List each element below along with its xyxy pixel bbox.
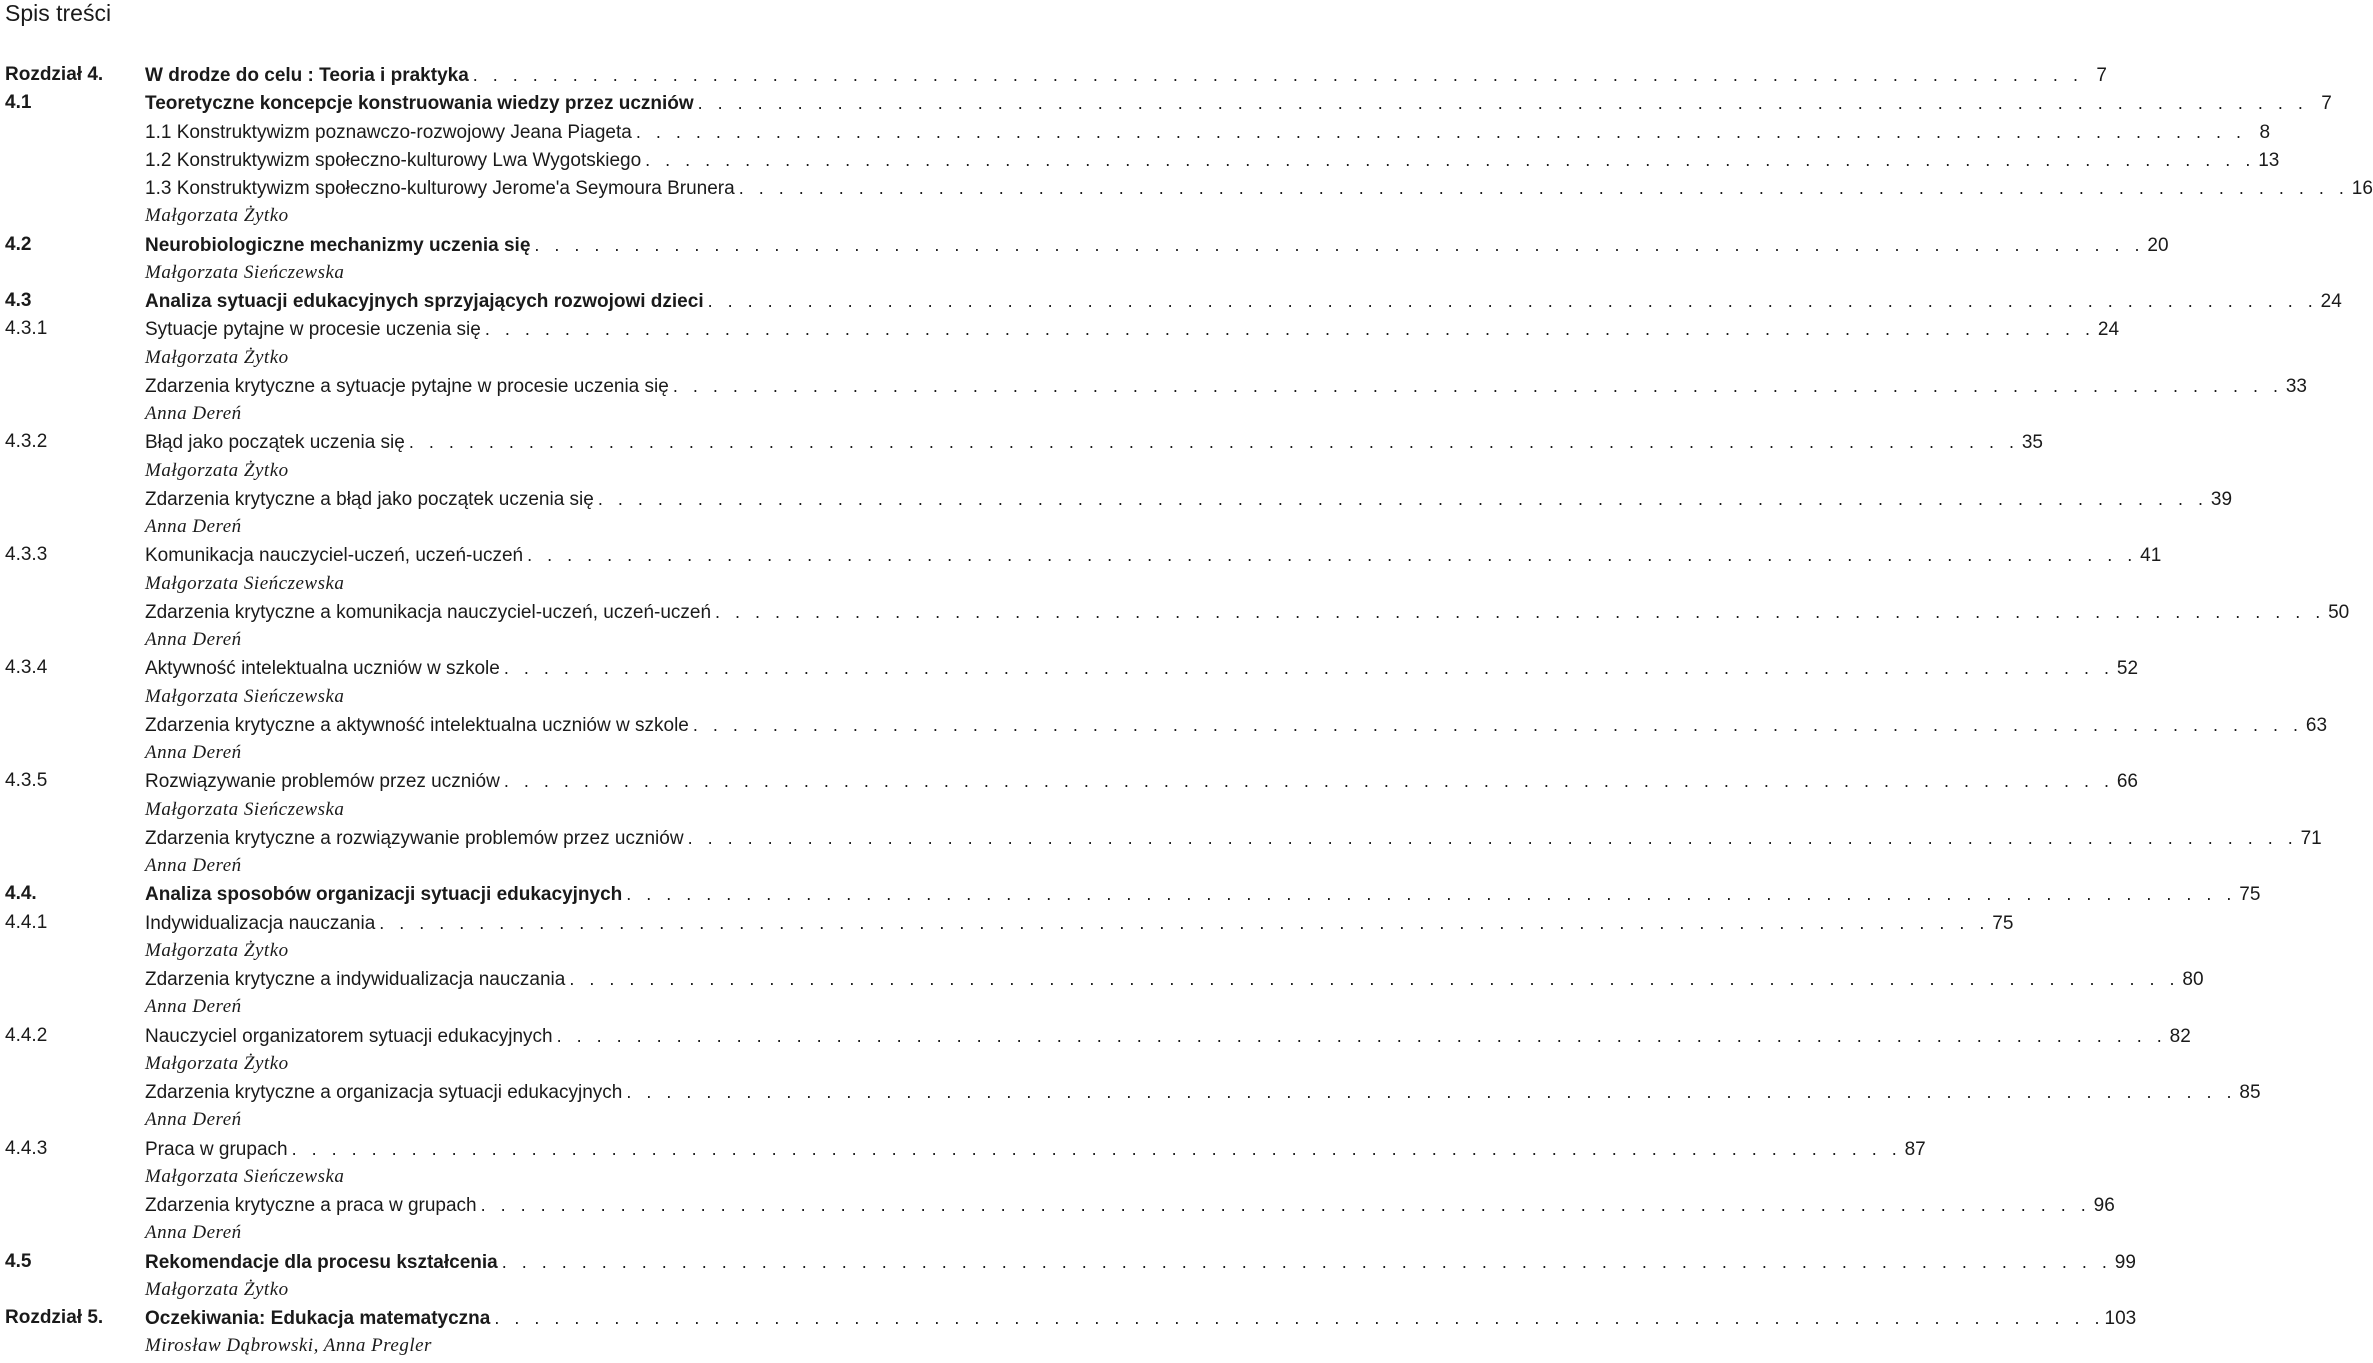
toc-entry[interactable] (0, 287, 2342, 315)
author-name: Małgorzata Sieńczewska (145, 1165, 345, 1187)
entry-line (145, 909, 2014, 938)
section-title: Indywidualizacja nauczania (145, 912, 376, 934)
section-title: Zdarzenia krytyczne a błąd jako początek uczenia się (145, 488, 594, 510)
section-title: W drodze do celu : Teoria i praktyka (145, 65, 469, 86)
section-title: Rekomendacje dla procesu kształcenia (145, 1251, 498, 1273)
author-name: Małgorzata Żytko (145, 205, 289, 227)
section-title: Zdarzenia krytyczne a komunikacja nauczyciel-uczeń, uczeń-uczeń (145, 601, 712, 623)
page-number: 16 (2351, 178, 2373, 199)
page-number: 75 (2239, 884, 2261, 906)
page-number: 66 (2116, 771, 2138, 793)
toc-entry[interactable] (0, 598, 2350, 626)
page-number: 24 (2320, 291, 2342, 312)
author-line (0, 202, 960, 230)
entry-line (145, 1022, 2191, 1051)
entry-line (145, 174, 2373, 203)
author-line (0, 626, 960, 654)
page-number: 103 (2104, 1308, 2137, 1329)
entry-line (145, 118, 2271, 147)
toc-entry[interactable] (0, 909, 2014, 937)
section-number: 4.4. (5, 883, 37, 905)
dot-leader: . . . . . . . . . . . . . . . . . . . . . . . . . . . . . . . . . . . . . . . . . . . . . . . . . . . . . . . . . . . . . . . . . . . . . . . . . . . . . . . . . (707, 291, 2318, 311)
entry-line (145, 372, 2307, 401)
toc-entry[interactable] (0, 1304, 2137, 1332)
table-of-contents (0, 61, 2373, 1361)
author-name: Małgorzata Sieńczewska (145, 261, 345, 283)
dot-leader: . . . . . . . . . . . . . . . . . . . . . . . . . . . . . . . . . . . . . . . . . . . . . . . . . . . . . . . . . . . . . . . . . . . . . . . . . . . . . . . . . (472, 65, 2083, 85)
dot-leader: . . . . . . . . . . . . . . . . . . . . . . . . . . . . . . . . . . . . . . . . . . . . . . . . . . . . . . . . . . . . . . . . . . . . . . . . . . . . . . . . . (738, 178, 2349, 198)
entry-line (145, 428, 2043, 457)
entry-line (145, 61, 2107, 90)
author-line (0, 993, 960, 1021)
page-number: 33 (2285, 375, 2307, 397)
dot-leader: . . . . . . . . . . . . . . . . . . . . . . . . . . . . . . . . . . . . . . . . . . . . . . . . . . . . . . . . . . . . . . . . . . . . . . . . . . . . . . . . . (556, 1025, 2167, 1046)
author-name: Małgorzata Sieńczewska (145, 798, 345, 820)
author-name: Anna Dereń (145, 855, 242, 876)
entry-line (145, 1078, 2261, 1107)
section-title: Zdarzenia krytyczne a rozwiązywanie problemów przez uczniów (145, 827, 684, 849)
dot-leader: . . . . . . . . . . . . . . . . . . . . . . . . . . . . . . . . . . . . . . . . . . . . . . . . . . . . . . . . . . . . . . . . . . . . . . . . . . . . . . . . . (672, 375, 2283, 396)
section-title: Analiza sposobów organizacji sytuacji edukacyjnych (145, 884, 623, 906)
author-name: Anna Dereń (145, 516, 242, 537)
entry-line (145, 965, 2204, 994)
dot-leader: . . . . . . . . . . . . . . . . . . . . . . . . . . . . . . . . . . . . . . . . . . . . . . . . . . . . . . . . . . . . . . . . . . . . . . . . . . . . . . . . . (626, 1082, 2237, 1102)
page-number: 7 (2321, 93, 2332, 115)
section-title: Nauczyciel organizatorem sytuacji edukacyjnych (145, 1025, 553, 1047)
author-name: Małgorzata Żytko (145, 459, 289, 481)
author-name: Małgorzata Sieńczewska (145, 572, 345, 594)
entry-line (145, 146, 2280, 175)
toc-entry[interactable] (0, 1191, 2115, 1219)
section-title: 1.1 Konstruktywizm poznawczo-rozwojowy Jeana Piageta (145, 121, 632, 143)
dot-leader: . . . . . . . . . . . . . . . . . . . . . . . . . . . . . . . . . . . . . . . . . . . . . . . . . . . . . . . . . . . . . . . . . . . . . . . . . . . . . . . . . (503, 658, 2115, 679)
section-title: 1.2 Konstruktywizm społeczno-kulturowy Lwa Wygotskiego (145, 149, 642, 171)
dot-leader: . . . . . . . . . . . . . . . . . . . . . . . . . . . . . . . . . . . . . . . . . . . . . . . . . . . . . . . . . . . . . . . . . . . . . . . . . . . . . . . . . (569, 969, 2180, 989)
entry-line (145, 1191, 2115, 1220)
section-title: Oczekiwania: Edukacja matematyczna (145, 1308, 491, 1329)
section-title: Zdarzenia krytyczne a indywidualizacja nauczania (145, 969, 566, 990)
author-line (0, 259, 960, 287)
author-name: Małgorzata Żytko (145, 346, 289, 368)
entry-line (145, 1248, 2136, 1277)
page-number: 75 (1992, 912, 2014, 934)
page-number: 85 (2239, 1082, 2261, 1103)
section-title: Zdarzenia krytyczne a sytuacje pytajne w procesie uczenia się (145, 375, 669, 397)
section-number: Rozdział 4. (5, 64, 104, 85)
page-number: 41 (2140, 545, 2162, 567)
author-line (0, 1219, 960, 1247)
author-name: Małgorzata Sieńczewska (145, 685, 345, 707)
entry-line (145, 824, 2322, 853)
section-number: 4.3 (5, 290, 32, 311)
section-number: 4.3.3 (5, 544, 48, 566)
author-name: Małgorzata Żytko (145, 1278, 289, 1300)
author-name: Anna Dereń (145, 1109, 242, 1131)
toc-entry[interactable] (0, 231, 2169, 259)
dot-leader: . . . . . . . . . . . . . . . . . . . . . . . . . . . . . . . . . . . . . . . . . . . . . . . . . . . . . . . . . . . . . . . . . . . . . . . . . . . . . . . . . (527, 545, 2138, 566)
dot-leader: . . . . . . . . . . . . . . . . . . . . . . . . . . . . . . . . . . . . . . . . . . . . . . . . . . . . . . . . . . . . . . . . . . . . . . . . . . . . . . . . . (697, 93, 2308, 114)
section-title: Neurobiologiczne mechanizmy uczenia się (145, 234, 531, 256)
toc-entry[interactable] (0, 372, 2307, 400)
entry-line (145, 767, 2138, 796)
toc-entry[interactable] (0, 61, 2107, 89)
author-line (0, 796, 960, 824)
page-number: 24 (2097, 319, 2120, 341)
section-title: Analiza sytuacji edukacyjnych sprzyjających rozwojowi dzieci (145, 291, 704, 312)
dot-leader: . . . . . . . . . . . . . . . . . . . . . . . . . . . . . . . . . . . . . . . . . . . . . . . . . . . . . . . . . . . . . . . . . . . . . . . . . . . . . . . . . (484, 319, 2096, 340)
dot-leader: . . . . . . . . . . . . . . . . . . . . . . . . . . . . . . . . . . . . . . . . . . . . . . . . . . . . . . . . . . . . . . . . . . . . . . . . . . . . . . . . . (687, 827, 2298, 848)
section-number: Rozdział 5. (5, 1307, 104, 1328)
page-number: 7 (2096, 65, 2107, 86)
author-name: Anna Dereń (145, 629, 242, 650)
page-number: 8 (2259, 121, 2271, 143)
entry-line (145, 880, 2261, 909)
page-number: 80 (2182, 969, 2204, 990)
toc-entry[interactable] (0, 541, 2162, 569)
author-line (0, 739, 960, 767)
toc-entry[interactable] (0, 1248, 2136, 1276)
page-number: 39 (2210, 488, 2233, 510)
toc-entry[interactable] (0, 880, 2261, 908)
author-name: Małgorzata Żytko (145, 1052, 289, 1074)
section-number: 4.3.5 (5, 770, 48, 792)
dot-leader: . . . . . . . . . . . . . . . . . . . . . . . . . . . . . . . . . . . . . . . . . . . . . . . . . . . . . . . . . . . . . . . . . . . . . . . . . . . . . . . . . (692, 714, 2304, 735)
section-title: Zdarzenia krytyczne a organizacja sytuacji edukacyjnych (145, 1082, 623, 1103)
section-title: Zdarzenia krytyczne a aktywność intelektualna uczniów w szkole (145, 714, 689, 736)
page-number: 99 (2114, 1251, 2136, 1273)
dot-leader: . . . . . . . . . . . . . . . . . . . . . . . . . . . . . . . . . . . . . . . . . . . . . . . . . . . . . . . . . . . . . . . . . . . . . . . . . . . . . . . . . (501, 1251, 2112, 1272)
section-title: Rozwiązywanie problemów przez uczniów (145, 771, 500, 793)
author-line (0, 400, 960, 428)
author-line (0, 937, 960, 965)
section-title: Zdarzenia krytyczne a praca w grupach (145, 1195, 477, 1216)
entry-line (145, 231, 2169, 260)
page-number: 13 (2258, 149, 2280, 171)
author-name: Anna Dereń (145, 1222, 242, 1244)
entry-line (145, 1135, 1926, 1164)
author-name: Anna Dereń (145, 742, 242, 763)
toc-entry[interactable] (0, 767, 2138, 795)
toc-entry[interactable] (0, 146, 2280, 174)
author-line (0, 1276, 960, 1304)
author-line (0, 513, 960, 541)
entry-line (145, 89, 2332, 118)
section-title: Błąd jako początek uczenia się (145, 432, 405, 454)
author-line (0, 1332, 960, 1360)
author-line (0, 1050, 960, 1078)
section-title: Teoretyczne koncepcje konstruowania wiedzy przez uczniów (145, 93, 694, 115)
author-line (0, 457, 960, 485)
toc-entry[interactable] (0, 824, 2322, 852)
entry-line (145, 287, 2342, 316)
dot-leader: . . . . . . . . . . . . . . . . . . . . . . . . . . . . . . . . . . . . . . . . . . . . . . . . . . . . . . . . . . . . . . . . . . . . . . . . . . . . . . . . . (379, 912, 1990, 933)
toc-entry[interactable] (0, 89, 2332, 117)
toc-entry[interactable] (0, 485, 2233, 513)
toc-entry[interactable] (0, 1078, 2261, 1106)
toc-entry[interactable] (0, 965, 2204, 993)
entry-line (145, 1304, 2137, 1333)
dot-leader: . . . . . . . . . . . . . . . . . . . . . . . . . . . . . . . . . . . . . . . . . . . . . . . . . . . . . . . . . . . . . . . . . . . . . . . . . . . . . . . . . (534, 234, 2145, 255)
page-title: Spis treści (5, 0, 112, 26)
author-line (0, 1106, 960, 1134)
entry-line (145, 654, 2139, 683)
dot-leader: . . . . . . . . . . . . . . . . . . . . . . . . . . . . . . . . . . . . . . . . . . . . . . . . . . . . . . . . . . . . . . . . . . . . . . . . . . . . . . . . . (291, 1138, 1902, 1159)
dot-leader: . . . . . . . . . . . . . . . . . . . . . . . . . . . . . . . . . . . . . . . . . . . . . . . . . . . . . . . . . . . . . . . . . . . . . . . . . . . . . . . . . (494, 1308, 2105, 1328)
page-number: 96 (2093, 1195, 2115, 1216)
toc-entry[interactable] (0, 654, 2139, 682)
author-line (0, 570, 960, 598)
author-line (0, 683, 960, 711)
page-number: 35 (2021, 432, 2043, 454)
page-number: 52 (2116, 658, 2139, 680)
page-number: 50 (2328, 601, 2350, 623)
toc-entry[interactable] (0, 711, 2328, 739)
section-number: 4.3.2 (5, 431, 48, 453)
page-number: 63 (2305, 714, 2328, 736)
section-number: 4.1 (5, 92, 32, 114)
section-number: 4.3.4 (5, 657, 48, 679)
entry-line (145, 485, 2233, 514)
page-number: 82 (2169, 1025, 2191, 1047)
section-number: 4.4.2 (5, 1024, 48, 1046)
toc-entry[interactable] (0, 174, 2373, 202)
dot-leader: . . . . . . . . . . . . . . . . . . . . . . . . . . . . . . . . . . . . . . . . . . . . . . . . . . . . . . . . . . . . . . . . . . . . . . . . . . . . . . . . . (503, 771, 2114, 792)
section-title: Praca w grupach (145, 1138, 288, 1160)
toc-entry[interactable] (0, 1022, 2191, 1050)
author-name: Anna Dereń (145, 403, 242, 424)
author-name: Mirosław Dąbrowski, Anna Pregler (145, 1335, 432, 1357)
section-number: 4.4.1 (5, 911, 48, 933)
entry-line (145, 541, 2162, 570)
section-title: Komunikacja nauczyciel-uczeń, uczeń-uczeń (145, 545, 524, 567)
entry-line (145, 315, 2120, 344)
section-number: 4.5 (5, 1250, 32, 1272)
section-number: 4.2 (5, 233, 32, 255)
section-number: 4.4.3 (5, 1137, 48, 1159)
page-number: 71 (2300, 827, 2322, 849)
author-line (0, 852, 960, 880)
dot-leader: . . . . . . . . . . . . . . . . . . . . . . . . . . . . . . . . . . . . . . . . . . . . . . . . . . . . . . . . . . . . . . . . . . . . . . . . . . . . . . . . . (645, 149, 2256, 170)
page-number: 87 (1904, 1138, 1926, 1160)
dot-leader: . . . . . . . . . . . . . . . . . . . . . . . . . . . . . . . . . . . . . . . . . . . . . . . . . . . . . . . . . . . . . . . . . . . . . . . . . . . . . . . . . (480, 1195, 2091, 1215)
section-title: 1.3 Konstruktywizm społeczno-kulturowy Jerome'a Seymoura Brunera (145, 178, 735, 199)
toc-entry[interactable] (0, 428, 2043, 456)
author-line (0, 1163, 960, 1191)
dot-leader: . . . . . . . . . . . . . . . . . . . . . . . . . . . . . . . . . . . . . . . . . . . . . . . . . . . . . . . . . . . . . . . . . . . . . . . . . . . . . . . . . (408, 432, 2019, 453)
author-line (0, 344, 960, 372)
section-title: Sytuacje pytajne w procesie uczenia się (145, 319, 481, 341)
section-number: 4.3.1 (5, 318, 48, 340)
toc-entry[interactable] (0, 1135, 1926, 1163)
dot-leader: . . . . . . . . . . . . . . . . . . . . . . . . . . . . . . . . . . . . . . . . . . . . . . . . . . . . . . . . . . . . . . . . . . . . . . . . . . . . . . . . . (597, 488, 2209, 509)
page-number: 20 (2147, 234, 2169, 256)
dot-leader: . . . . . . . . . . . . . . . . . . . . . . . . . . . . . . . . . . . . . . . . . . . . . . . . . . . . . . . . . . . . . . . . . . . . . . . . . . . . . . . . . (626, 884, 2237, 905)
dot-leader: . . . . . . . . . . . . . . . . . . . . . . . . . . . . . . . . . . . . . . . . . . . . . . . . . . . . . . . . . . . . . . . . . . . . . . . . . . . . . . . . . (715, 601, 2326, 622)
toc-entry[interactable] (0, 315, 2120, 343)
section-title: Aktywność intelektualna uczniów w szkole (145, 658, 500, 680)
entry-line (145, 598, 2350, 627)
author-name: Anna Dereń (145, 996, 242, 1018)
dot-leader: . . . . . . . . . . . . . . . . . . . . . . . . . . . . . . . . . . . . . . . . . . . . . . . . . . . . . . . . . . . . . . . . . . . . . . . . . . . . . . . . . (635, 121, 2247, 142)
entry-line (145, 711, 2328, 740)
toc-entry[interactable] (0, 118, 2271, 146)
author-name: Małgorzata Żytko (145, 939, 289, 961)
